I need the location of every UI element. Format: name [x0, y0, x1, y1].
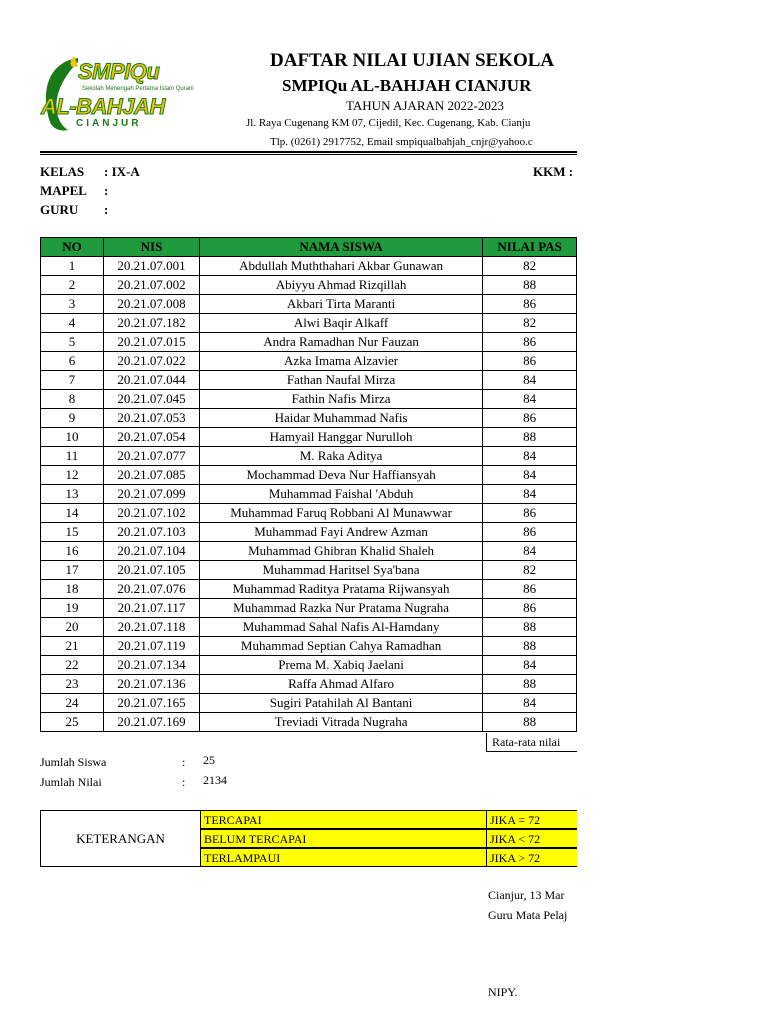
jumlah-siswa-colon: :	[182, 755, 186, 769]
cell-score: 84	[483, 694, 577, 713]
cell-nis: 20.21.07.053	[104, 409, 200, 428]
jumlah-siswa-value: 25	[203, 753, 215, 767]
cell-student-name: Mochammad Deva Nur Haffiansyah	[199, 466, 482, 485]
logo-tagline: Sekolah Menengah Pertama Islam Qurani	[82, 86, 194, 92]
kkm-label: KKM :	[533, 164, 574, 179]
document-title: DAFTAR NILAI UJIAN SEKOLA	[270, 50, 555, 71]
cell-no: 1	[41, 257, 104, 276]
cell-score: 84	[483, 390, 577, 409]
cell-nis: 20.21.07.136	[104, 675, 200, 694]
cell-no: 19	[41, 599, 104, 618]
col-header-no: NO	[41, 238, 104, 257]
cell-student-name: Prema M. Xabiq Jaelani	[199, 656, 482, 675]
cell-no: 17	[41, 561, 104, 580]
cell-no: 4	[41, 314, 104, 333]
cell-score: 86	[483, 523, 577, 542]
cell-nis: 20.21.07.169	[104, 713, 200, 732]
school-logo	[38, 52, 228, 132]
cell-nis: 20.21.07.077	[104, 447, 200, 466]
cell-student-name: Fathin Nafis Mirza	[199, 390, 482, 409]
cell-score: 86	[483, 580, 577, 599]
cell-nis: 20.21.07.119	[104, 637, 200, 656]
cell-score: 88	[483, 276, 577, 295]
cell-nis: 20.21.07.015	[104, 333, 200, 352]
cell-student-name: Treviadi Vitrada Nugraha	[199, 713, 482, 732]
cell-no: 21	[41, 637, 104, 656]
cell-nis: 20.21.07.165	[104, 694, 200, 713]
cell-score: 88	[483, 713, 577, 732]
header-divider	[40, 151, 577, 153]
cell-student-name: Muhammad Fayi Andrew Azman	[199, 523, 482, 542]
cell-nis: 20.21.07.103	[104, 523, 200, 542]
table-row	[41, 352, 577, 371]
cell-student-name: Sugiri Patahilah Al Bantani	[199, 694, 482, 713]
cell-student-name: Raffa Ahmad Alfaro	[199, 675, 482, 694]
cell-score: 88	[483, 637, 577, 656]
cell-no: 12	[41, 466, 104, 485]
logo-wordmark: SMPIQu	[78, 59, 160, 84]
cell-no: 11	[41, 447, 104, 466]
cell-student-name: Haidar Muhammad Nafis	[199, 409, 482, 428]
cell-student-name: Muhammad Ghibran Khalid Shaleh	[199, 542, 482, 561]
table-row	[41, 504, 577, 523]
cell-no: 10	[41, 428, 104, 447]
mapel-field	[40, 183, 108, 199]
cell-no: 20	[41, 618, 104, 637]
cell-student-name: Azka Imama Alzavier	[199, 352, 482, 371]
cell-no: 14	[41, 504, 104, 523]
cell-student-name: Muhammad Faishal 'Abduh	[199, 485, 482, 504]
cell-nis: 20.21.07.118	[104, 618, 200, 637]
cell-nis: 20.21.07.104	[104, 542, 200, 561]
cell-no: 3	[41, 295, 104, 314]
cell-student-name: Muhammad Razka Nur Pratama Nugraha	[199, 599, 482, 618]
kelas-value: : IX-A	[104, 164, 140, 179]
cell-no: 13	[41, 485, 104, 504]
cell-nis: 20.21.07.117	[104, 599, 200, 618]
signature-role: Guru Mata Pelaj	[488, 908, 568, 922]
cell-score: 88	[483, 618, 577, 637]
table-row	[41, 675, 577, 694]
table-row	[41, 656, 577, 675]
cell-score: 82	[483, 314, 577, 333]
table-row	[41, 542, 577, 561]
table-row	[41, 428, 577, 447]
keterangan-row	[200, 848, 577, 867]
keterangan-condition: JIKA < 72	[486, 829, 577, 848]
cell-student-name: Muhammad Faruq Robbani Al Munawwar	[199, 504, 482, 523]
cell-nis: 20.21.07.045	[104, 390, 200, 409]
table-row	[41, 447, 577, 466]
keterangan-row	[200, 810, 577, 829]
cell-score: 88	[483, 428, 577, 447]
cell-no: 23	[41, 675, 104, 694]
jumlah-nilai-colon: :	[182, 775, 186, 789]
cell-nis: 20.21.07.134	[104, 656, 200, 675]
cell-student-name: Fathan Naufal Mirza	[199, 371, 482, 390]
cell-student-name: Abdullah Muththahari Akbar Gunawan	[199, 257, 482, 276]
mapel-value: :	[104, 183, 109, 198]
keterangan-row	[200, 829, 577, 848]
cell-nis: 20.21.07.002	[104, 276, 200, 295]
cell-no: 25	[41, 713, 104, 732]
table-row	[41, 561, 577, 580]
kelas-field	[40, 164, 140, 180]
col-header-name: NAMA SISWA	[199, 238, 482, 257]
cell-score: 86	[483, 504, 577, 523]
table-row	[41, 390, 577, 409]
guru-field	[40, 202, 108, 218]
jumlah-nilai-label: Jumlah Nilai	[40, 775, 102, 789]
cell-score: 88	[483, 675, 577, 694]
cell-student-name: Hamyail Hanggar Nurulloh	[199, 428, 482, 447]
col-header-nis: NIS	[104, 238, 200, 257]
table-row	[41, 618, 577, 637]
cell-student-name: Abiyyu Ahmad Rizqillah	[199, 276, 482, 295]
cell-no: 6	[41, 352, 104, 371]
table-row	[41, 333, 577, 352]
keterangan-status: TERCAPAI	[200, 810, 487, 829]
cell-score: 82	[483, 561, 577, 580]
academic-year: TAHUN AJARAN 2022-2023	[346, 98, 504, 113]
cell-student-name: Akbari Tirta Maranti	[199, 295, 482, 314]
table-row	[41, 314, 577, 333]
cell-nis: 20.21.07.022	[104, 352, 200, 371]
signature-place-date: Cianjur, 13 Mar	[488, 888, 565, 902]
header-divider-thin	[40, 154, 577, 155]
table-row	[41, 295, 577, 314]
cell-no: 9	[41, 409, 104, 428]
table-row	[41, 694, 577, 713]
table-row	[41, 485, 577, 504]
table-row	[41, 637, 577, 656]
cell-no: 16	[41, 542, 104, 561]
cell-score: 86	[483, 352, 577, 371]
cell-score: 84	[483, 371, 577, 390]
cell-score: 86	[483, 333, 577, 352]
cell-student-name: Andra Ramadhan Nur Fauzan	[199, 333, 482, 352]
cell-student-name: Muhammad Raditya Pratama Rijwansyah	[199, 580, 482, 599]
table-row	[41, 466, 577, 485]
table-row	[41, 276, 577, 295]
table-row	[41, 580, 577, 599]
table-row	[41, 257, 577, 276]
cell-score: 86	[483, 295, 577, 314]
table-header-row	[41, 238, 577, 257]
cell-no: 15	[41, 523, 104, 542]
cell-no: 7	[41, 371, 104, 390]
cell-score: 84	[483, 485, 577, 504]
cell-score: 86	[483, 599, 577, 618]
cell-student-name: Muhammad Sahal Nafis Al-Hamdany	[199, 618, 482, 637]
kelas-label: KELAS	[40, 164, 85, 179]
keterangan-status: TERLAMPAUI	[200, 848, 487, 867]
cell-no: 5	[41, 333, 104, 352]
cell-student-name: Alwi Baqir Alkaff	[199, 314, 482, 333]
cell-nis: 20.21.07.044	[104, 371, 200, 390]
cell-no: 18	[41, 580, 104, 599]
cell-score: 84	[483, 656, 577, 675]
table-row	[41, 523, 577, 542]
logo-name: AL-BAHJAH	[41, 94, 165, 119]
signature-nipy: NIPY.	[488, 985, 518, 999]
school-contact: Tlp. (0261) 2917752, Email smpiqualbahjah_cnjr@yahoo.c	[270, 136, 533, 148]
keterangan-status: BELUM TERCAPAI	[200, 829, 487, 848]
jumlah-siswa-label: Jumlah Siswa	[40, 755, 107, 769]
cell-no: 2	[41, 276, 104, 295]
cell-nis: 20.21.07.085	[104, 466, 200, 485]
table-row	[41, 713, 577, 732]
logo-city: CIANJUR	[76, 118, 142, 129]
keterangan-condition: JIKA = 72	[486, 810, 577, 829]
grades-table	[40, 237, 577, 732]
school-address: Jl. Raya Cugenang KM 07, Cijedil, Kec. Cugenang, Kab. Cianju	[246, 117, 531, 129]
school-name: SMPIQu AL-BAHJAH CIANJUR	[282, 76, 532, 95]
cell-student-name: Muhammad Haritsel Sya'bana	[199, 561, 482, 580]
keterangan-block	[40, 810, 577, 867]
guru-value: :	[104, 202, 109, 217]
mapel-label: MAPEL	[40, 183, 87, 198]
keterangan-label: KETERANGAN	[40, 810, 201, 867]
cell-no: 8	[41, 390, 104, 409]
cell-nis: 20.21.07.001	[104, 257, 200, 276]
cell-score: 84	[483, 542, 577, 561]
keterangan-condition: JIKA > 72	[486, 848, 577, 867]
cell-score: 84	[483, 466, 577, 485]
jumlah-nilai-value: 2134	[203, 773, 227, 787]
average-label: Rata-rata nilai	[486, 733, 577, 752]
cell-score: 84	[483, 447, 577, 466]
cell-nis: 20.21.07.105	[104, 561, 200, 580]
cell-student-name: M. Raka Aditya	[199, 447, 482, 466]
cell-nis: 20.21.07.182	[104, 314, 200, 333]
cell-nis: 20.21.07.054	[104, 428, 200, 447]
cell-nis: 20.21.07.076	[104, 580, 200, 599]
cell-score: 86	[483, 409, 577, 428]
col-header-score: NILAI PAS	[483, 238, 577, 257]
cell-score: 82	[483, 257, 577, 276]
cell-nis: 20.21.07.102	[104, 504, 200, 523]
guru-label: GURU	[40, 202, 79, 217]
table-row	[41, 599, 577, 618]
table-row	[41, 371, 577, 390]
cell-nis: 20.21.07.099	[104, 485, 200, 504]
cell-no: 22	[41, 656, 104, 675]
cell-nis: 20.21.07.008	[104, 295, 200, 314]
cell-no: 24	[41, 694, 104, 713]
table-row	[41, 409, 577, 428]
cell-student-name: Muhammad Septian Cahya Ramadhan	[199, 637, 482, 656]
